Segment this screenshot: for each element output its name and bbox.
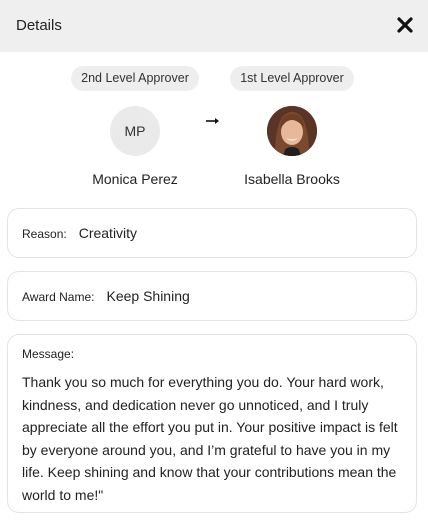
first-level-role-badge: 1st Level Approver <box>230 66 354 91</box>
message-text: Thank you so much for everything you do. Your hard work, kindness, and dedication never go unnoticed, and I truly appreciate all the effort you put in. Your positive impact is felt by everyone around you, and I’m grateful to have you in my life. Keep shining and know that your contributions mean the world to me!" <box>22 374 398 503</box>
second-level-role-badge: 2nd Level Approver <box>71 66 199 91</box>
second-level-approver-name: Monica Perez <box>92 171 178 187</box>
approval-chain <box>0 52 428 202</box>
close-icon <box>394 14 416 36</box>
award-name-label: Award Name: <box>22 290 95 304</box>
modal-title: Details <box>16 17 62 34</box>
modal-header <box>0 0 428 52</box>
message-label: Message: <box>22 347 75 361</box>
reason-field <box>7 208 417 258</box>
award-name-field <box>7 271 417 321</box>
second-level-approver <box>60 66 210 189</box>
profile-photo-icon <box>267 106 317 156</box>
first-level-approver-name: Isabella Brooks <box>244 171 340 187</box>
message-field <box>7 334 417 513</box>
reason-label: Reason: <box>22 227 67 241</box>
first-level-approver <box>217 66 367 189</box>
monica-perez-avatar: MP <box>110 106 160 156</box>
isabella-brooks-avatar <box>267 106 317 156</box>
close-button[interactable] <box>394 14 416 36</box>
reason-value: Creativity <box>78 225 138 241</box>
award-name-value: Keep Shining <box>106 288 190 304</box>
